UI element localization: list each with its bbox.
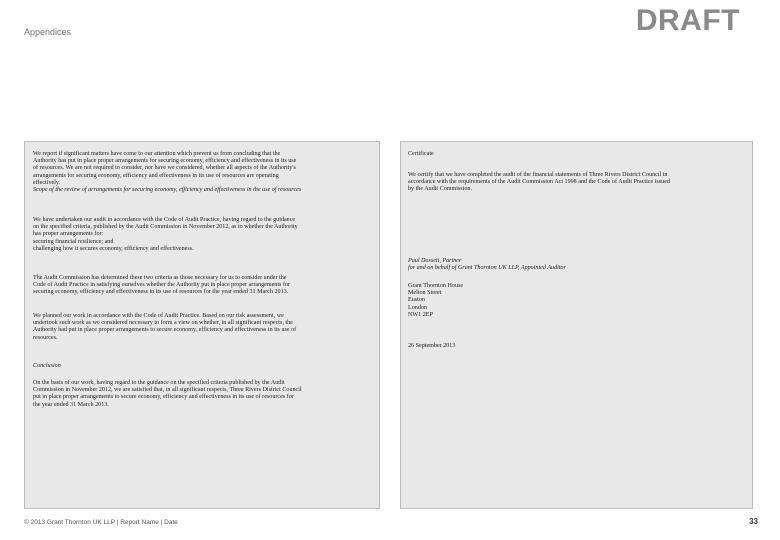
- conclusion-paragraph: On the basis of our work, having regard to the guidance on the specified criteria published by the Audit Commission in November 2012, we are satisfied that, in all significant respects, Three Rivers District Council put in place proper arrangements to secure economy, efficiency and effectiveness in its use of resources for the year ended 31 March 2013.: [33, 380, 302, 408]
- conclusion-heading: Conclusion: [33, 363, 61, 369]
- scope-paragraph: We have undertaken our audit in accordance with the Code of Audit Practice, having regard to the guidance on the specified criteria, published by the Audit Commission in November 2012, as to whether the Authority has proper arrangements for: securing financial resilience; and challenging how it secures economy, efficiency and effectiveness.: [33, 217, 298, 252]
- signatory-name: Paul Dossett, Partner: [408, 258, 462, 264]
- scope-heading: Scope of the review of arrangements for securing economy, efficiency and effectiveness in the use of resources: [33, 187, 302, 193]
- draft-watermark: DRAFT: [635, 4, 740, 37]
- page-number: 33: [749, 517, 758, 526]
- certificate-paragraph: We certify that we have completed the audit of the financial statements of Three Rivers District Council in accordance with the requirements of the Audit Commission Act 1998 and the Code of Audit Practice issued by the Audit Commission.: [408, 172, 670, 193]
- certificate-heading: Certificate: [408, 151, 434, 157]
- footer-text: © 2013 Grant Thornton UK LLP | Report Name | Date: [24, 519, 178, 526]
- section-title: Appendices: [24, 27, 72, 37]
- criteria-paragraph: The Audit Commission has determined these two criteria as those necessary for us to consider under the Code of Audit Practice in satisfying ourselves whether the Authority put in place proper arrangements for securing economy, efficiency and effectiveness in its use of resources for the year ended 31 March 2013.: [33, 275, 291, 296]
- signatory-block: [408, 258, 566, 272]
- report-date: 26 September 2013: [408, 343, 456, 349]
- signatory-for: for and on behalf of Grant Thornton UK LLP, Appointed Auditor: [408, 265, 566, 272]
- auditor-address: Grant Thornton House Melton Street Euston London NW1 2EP: [408, 283, 464, 318]
- right-content-panel: [400, 141, 753, 509]
- planning-paragraph: We planned our work in accordance with the Code of Audit Practice. Based on our risk assessment, we undertook such work as we considered necessary to form a view on whether, in all significant respects, the Authority had put in place proper arrangements to secure economy, efficiency and effectiveness in its use of resources.: [33, 313, 297, 341]
- intro-paragraph: We report if significant matters have come to our attention which prevent us from concluding that the Authority has put in place proper arrangements for securing economy, efficiency and effectiveness in its use of resources. We are not required to consider, nor have we considered, whether all aspects of the Authority's arrangements for securing economy, efficiency and effectiveness in its use of resources are operating effectively.: [33, 151, 297, 186]
